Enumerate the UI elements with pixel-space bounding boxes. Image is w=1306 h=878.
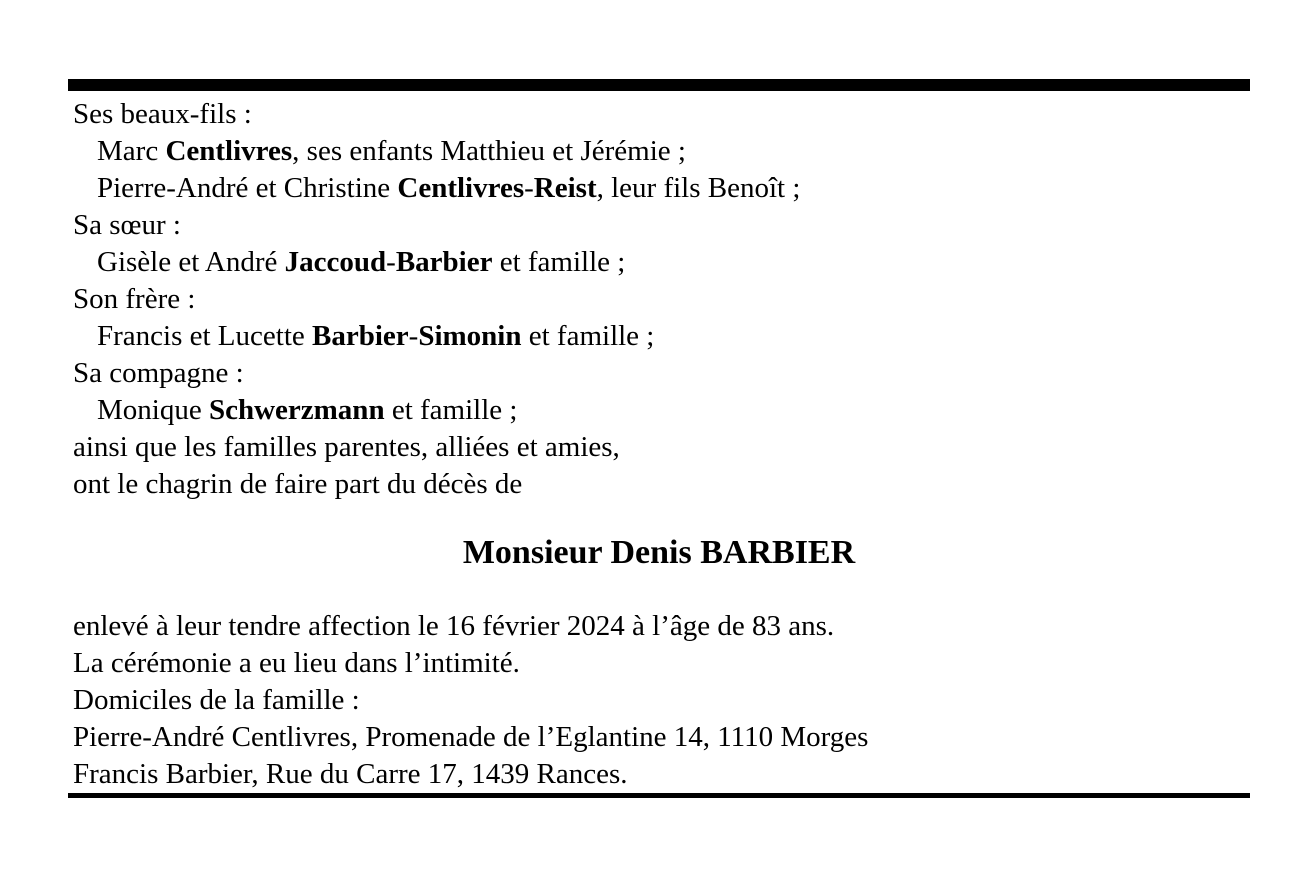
death-notice: [68, 79, 1250, 798]
soeur-heading: Sa sœur :: [73, 209, 181, 241]
text-segment: et famille ;: [384, 394, 518, 426]
surname-dash: -: [408, 320, 419, 352]
text-segment: Marc: [97, 135, 166, 167]
surname: Centlivres: [397, 172, 525, 204]
families-line: ainsi que les familles parentes, alliées et amies,: [73, 431, 620, 463]
deceased-name: Monsieur Denis BARBIER: [462, 534, 856, 571]
address-1: Pierre-André Centlivres, Promenade de l’Eglantine 14, 1110 Morges: [73, 721, 869, 753]
text-segment: et famille ;: [521, 320, 655, 352]
beaux-fils-line-2: [73, 170, 1250, 207]
surname: Simonin: [418, 320, 522, 352]
text-segment: , leur fils Benoît ;: [596, 172, 801, 204]
frere-line: [73, 318, 1250, 355]
text-segment: Gisèle et André: [97, 246, 285, 278]
address-2: Francis Barbier, Rue du Carre 17, 1439 Rances.: [73, 758, 628, 790]
text-segment: Monique: [97, 394, 209, 426]
compagne-heading: Sa compagne :: [73, 357, 244, 389]
soeur-line: [73, 244, 1250, 281]
spacer: [73, 573, 1250, 608]
text-segment: Francis et Lucette: [97, 320, 312, 352]
surname-dash: -: [386, 246, 396, 278]
surname: Reist: [533, 172, 597, 204]
text-segment: , ses enfants Matthieu et Jérémie ;: [292, 135, 686, 167]
spacer: [73, 503, 1250, 533]
domiciles-heading: Domiciles de la famille :: [73, 684, 360, 716]
beaux-fils-heading: Ses beaux-fils :: [73, 98, 252, 130]
notice-body: [68, 91, 1250, 793]
death-line: enlevé à leur tendre affection le 16 février 2024 à l’âge de 83 ans.: [73, 610, 835, 642]
surname: Centlivres: [165, 135, 293, 167]
beaux-fils-line-1: [73, 133, 1250, 170]
surname: Barbier: [395, 246, 493, 278]
surname-dash: -: [524, 172, 534, 204]
surname: Jaccoud: [284, 246, 387, 278]
top-rule: [68, 79, 1250, 91]
ceremony-line: La cérémonie a eu lieu dans l’intimité.: [73, 647, 520, 679]
surname: Schwerzmann: [208, 394, 385, 426]
surname: Barbier: [312, 320, 409, 352]
text-segment: et famille ;: [492, 246, 626, 278]
text-segment: Pierre-André et Christine: [97, 172, 398, 204]
compagne-line: [73, 392, 1250, 429]
frere-heading: Son frère :: [73, 283, 196, 315]
bottom-rule: [68, 793, 1250, 798]
announce-line: ont le chagrin de faire part du décès de: [73, 468, 523, 500]
